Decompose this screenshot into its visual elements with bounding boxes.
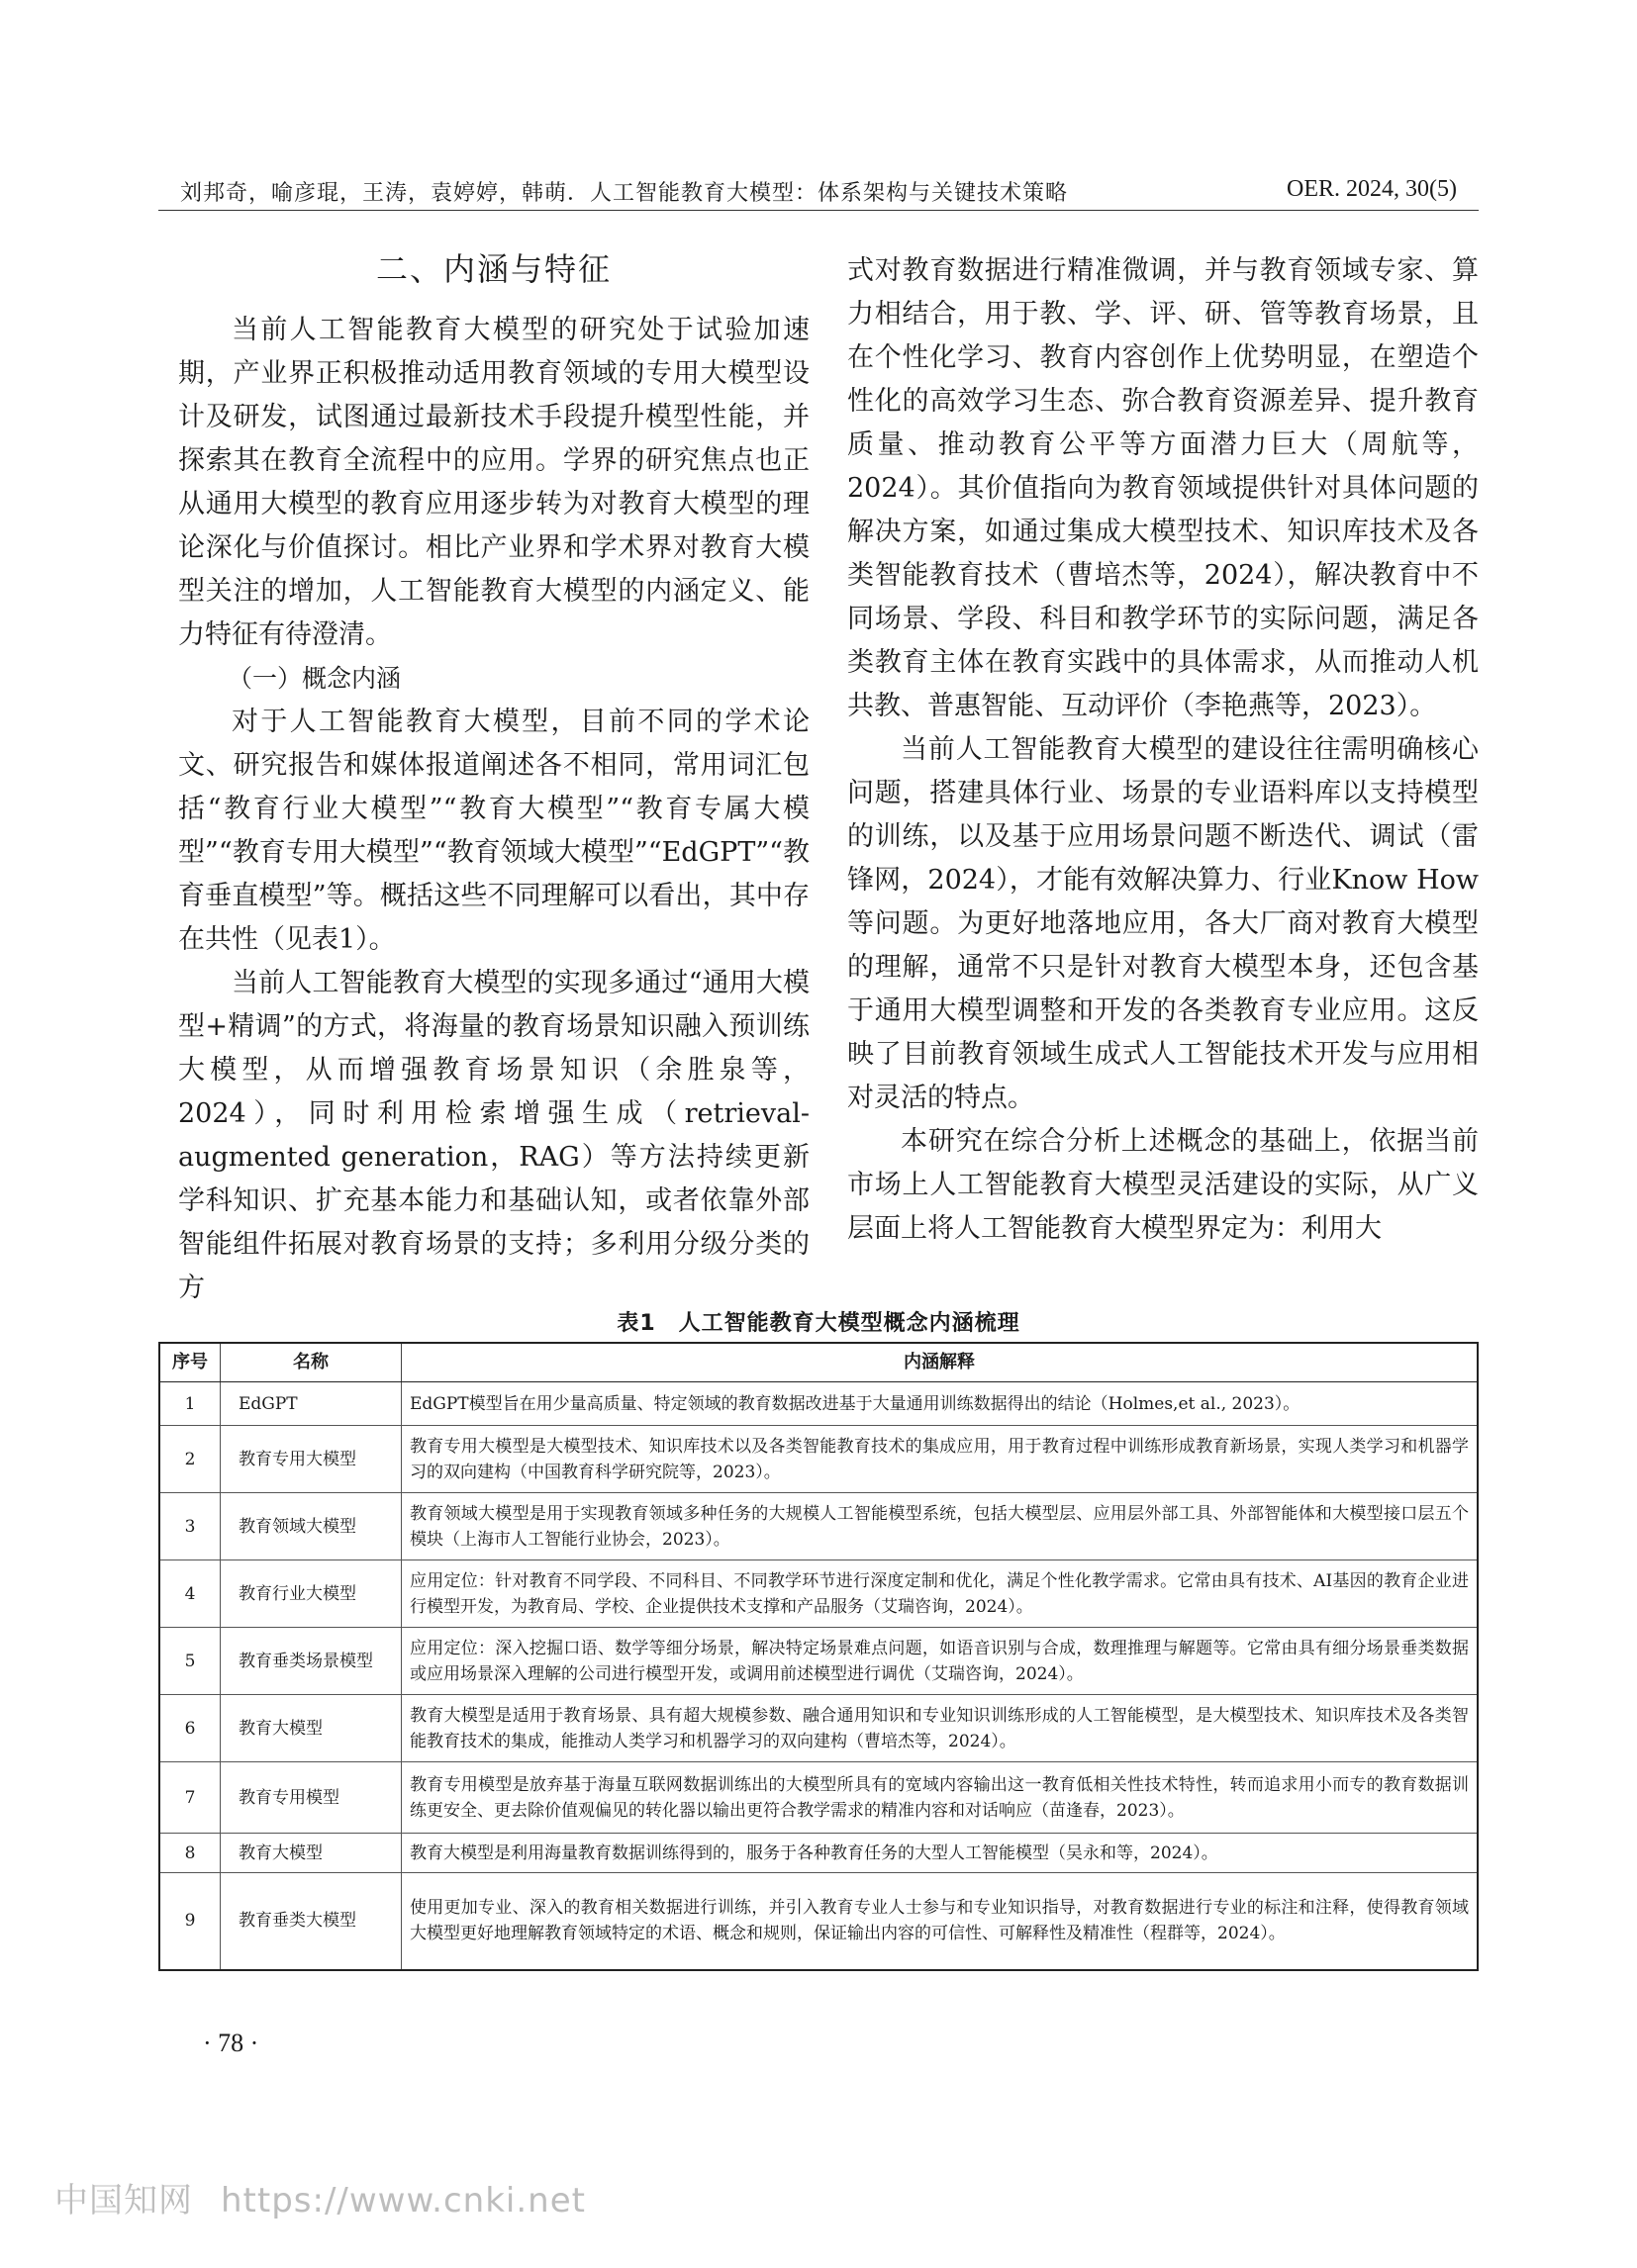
table-header-row [159, 1343, 1478, 1382]
paragraph: 对于人工智能教育大模型，目前不同的学术论文、研究报告和媒体报道阐述各不相同，常用词汇包括“教育行业大模型”“教育大模型”“教育专属大模型”“教育专用大模型”“教育领域大模型”“EdGPT”“教育垂直模型”等。概括这些不同理解可以看出，其中存在共性（见表1）。 [178, 707, 810, 955]
row-name: 教育专用模型 [221, 1762, 402, 1834]
row-name: 教育垂类大模型 [221, 1873, 402, 1970]
table-row [159, 1382, 1478, 1426]
watermark-brand: 中国知网 [54, 2181, 193, 2221]
left-column [178, 247, 810, 1310]
row-number: 2 [159, 1426, 221, 1493]
row-number: 9 [159, 1873, 221, 1970]
running-head-journal: OER. 2024, 30(5) [1287, 176, 1457, 202]
row-description: EdGPT模型旨在用少量高质量、特定领域的教育数据改进基于大量通用训练数据得出的结论（Holmes,et al., 2023）。 [402, 1382, 1479, 1426]
table-row [159, 1493, 1478, 1560]
row-description: 教育大模型是利用海量教育数据训练得到的，服务于各种教育任务的大型人工智能模型（吴永和等，2024）。 [402, 1834, 1479, 1873]
right-column [847, 249, 1479, 1251]
running-head [158, 176, 1479, 206]
row-number: 8 [159, 1834, 221, 1873]
paragraph: 当前人工智能教育大模型的研究处于试验加速期，产业界正积极推动适用教育领域的专用大模型设计及研发，试图通过最新技术手段提升模型性能，并探索其在教育全流程中的应用。学界的研究焦点也正从通用大模型的教育应用逐步转为对教育大模型的理论深化与价值探讨。相比产业界和学术界对教育大模型关注的增加，人工智能教育大模型的内涵定义、能力特征有待澄清。 [178, 315, 810, 650]
table-row [159, 1762, 1478, 1834]
row-number: 7 [159, 1762, 221, 1834]
table-row [159, 1560, 1478, 1628]
row-name: 教育大模型 [221, 1695, 402, 1762]
running-head-citation: 刘邦奇，喻彦琨，王涛，袁婷婷，韩萌．人工智能教育大模型：体系架构与关键技术策略 [180, 181, 1069, 206]
row-number: 1 [159, 1382, 221, 1426]
row-description: 应用定位：针对教育不同学段、不同科目、不同教学环节进行深度定制和优化，满足个性化教学需求。它常由具有技术、AI基因的教育企业进行模型开发，为教育局、学校、企业提供技术支撑和产品服务（艾瑞咨询，2024）。 [402, 1560, 1479, 1628]
row-description: 应用定位：深入挖掘口语、数学等细分场景，解决特定场景难点问题，如语音识别与合成，数理推理与解题等。它常由具有细分场景垂类数据或应用场景深入理解的公司进行模型开发，或调用前述模型进行调优（艾瑞咨询，2024）。 [402, 1628, 1479, 1695]
paragraph: 式对教育数据进行精准微调，并与教育领域专家、算力相结合，用于教、学、评、研、管等教育场景，且在个性化学习、教育内容创作上优势明显，在塑造个性化的高效学习生态、弥合教育资源差异、提升教育质量、推动教育公平等方面潜力巨大（周航等，2024）。其价值指向为教育领域提供针对具体问题的解决方案，如通过集成大模型技术、知识库技术及各类智能教育技术（曹培杰等，2024），解决教育中不同场景、学段、科目和教学环节的实际问题，满足各类教育主体在教育实践中的具体需求，从而推动人机共教、普惠智能、互动评价（李艳燕等，2023）。 [847, 255, 1479, 721]
paragraph: 当前人工智能教育大模型的实现多通过“通用大模型+精调”的方式，将海量的教育场景知识融入预训练大模型，从而增强教育场景知识（余胜泉等，2024），同时利用检索增强生成（retrieval-augmented generation，RAG）等方法持续更新学科知识、扩充基本能力和基础认知，或者依靠外部智能组件拓展对教育场景的支持；多利用分级分类的方 [178, 968, 810, 1303]
paragraph: 本研究在综合分析上述概念的基础上，依据当前市场上人工智能教育大模型灵活建设的实际，从广义层面上将人工智能教育大模型界定为：利用大 [847, 1126, 1479, 1244]
row-number: 5 [159, 1628, 221, 1695]
row-name: 教育行业大模型 [221, 1560, 402, 1628]
row-description: 使用更加专业、深入的教育相关数据进行训练，并引入教育专业人士参与和专业知识指导，对教育数据进行专业的标注和注释，使得教育领域大模型更好地理解教育领域特定的术语、概念和规则，保证输出内容的可信性、可解释性及精准性（程群等，2024）。 [402, 1873, 1479, 1970]
row-number: 3 [159, 1493, 221, 1560]
row-name: 教育大模型 [221, 1834, 402, 1873]
table-row [159, 1695, 1478, 1762]
watermark-url: https://www.cnki.net [221, 2181, 586, 2221]
row-name: 教育垂类场景模型 [221, 1628, 402, 1695]
table-row [159, 1628, 1478, 1695]
header-name: 名称 [221, 1343, 402, 1382]
row-description: 教育领域大模型是用于实现教育领域多种任务的大规模人工智能模型系统，包括大模型层、应用层外部工具、外部智能体和大模型接口层五个模块（上海市人工智能行业协会，2023）。 [402, 1493, 1479, 1560]
header-rule [158, 210, 1479, 211]
subsection-heading: （一）概念内涵 [228, 664, 402, 693]
table-caption: 表1 人工智能教育大模型概念内涵梳理 [617, 1311, 1020, 1336]
watermark [54, 2173, 586, 2221]
header-no: 序号 [159, 1343, 221, 1382]
table-row [159, 1873, 1478, 1970]
row-number: 4 [159, 1560, 221, 1628]
row-name: 教育专用大模型 [221, 1426, 402, 1493]
row-description: 教育专用大模型是大模型技术、知识库技术以及各类智能教育技术的集成应用，用于教育过程中训练形成教育新场景，实现人类学习和机器学习的双向建构（中国教育科学研究院等，2023）。 [402, 1426, 1479, 1493]
row-description: 教育专用模型是放弃基于海量互联网数据训练出的大模型所具有的宽域内容输出这一教育低相关性技术特性，转而追求用小而专的教育数据训练更安全、更去除价值观偏见的转化器以输出更符合教学需求的精准内容和对话响应（苗逢春，2023）。 [402, 1762, 1479, 1834]
row-name: EdGPT [221, 1382, 402, 1426]
row-name: 教育领域大模型 [221, 1493, 402, 1560]
row-number: 6 [159, 1695, 221, 1762]
row-description: 教育大模型是适用于教育场景、具有超大规模参数、融合通用知识和专业知识训练形成的人工智能模型，是大模型技术、知识库技术及各类智能教育技术的集成，能推动人类学习和机器学习的双向建构（曹培杰等，2024）。 [402, 1695, 1479, 1762]
concept-table [158, 1342, 1479, 1971]
table-row [159, 1834, 1478, 1873]
section-title: 二、内涵与特征 [375, 250, 612, 288]
page-number: · 78 · [203, 2029, 259, 2057]
table-row [159, 1426, 1478, 1493]
header-desc: 内涵解释 [402, 1343, 1479, 1382]
paragraph: 当前人工智能教育大模型的建设往往需明确核心问题，搭建具体行业、场景的专业语料库以支持模型的训练，以及基于应用场景问题不断迭代、调试（雷锋网，2024），才能有效解决算力、行业Know How等问题。为更好地落地应用，各大厂商对教育大模型的理解，通常不只是针对教育大模型本身，还包含基于通用大模型调整和开发的各类教育专业应用。这反映了目前教育领域生成式人工智能技术开发与应用相对灵活的特点。 [847, 734, 1479, 1113]
